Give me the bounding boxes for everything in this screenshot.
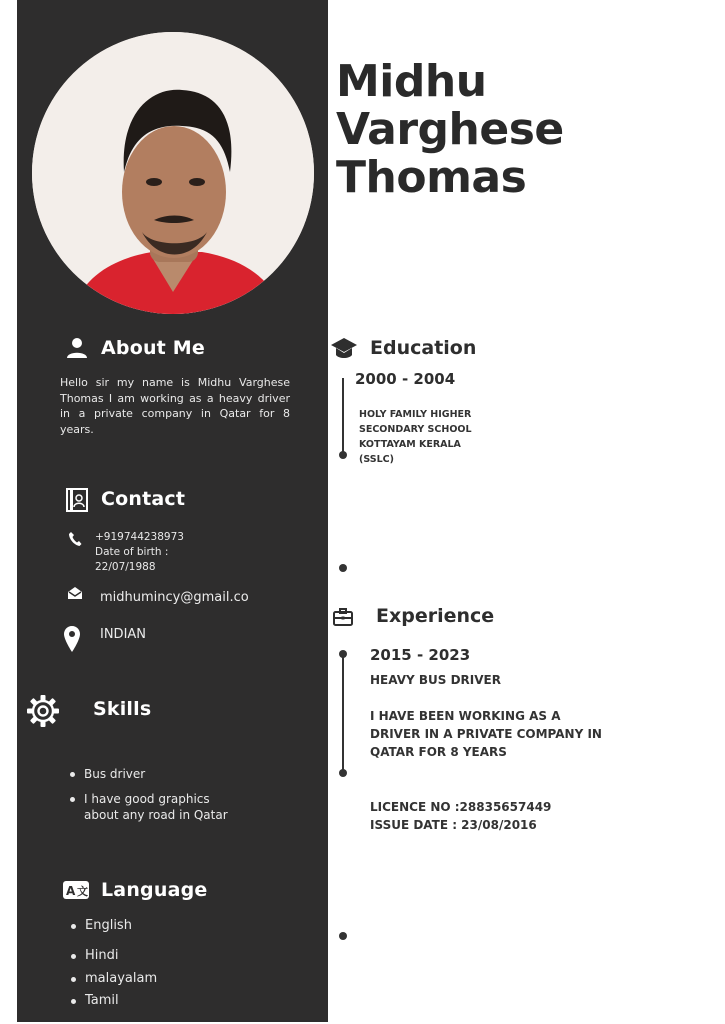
email-address[interactable]: midhumincy@gmail.co: [100, 590, 249, 605]
education-heading: Education: [370, 337, 477, 359]
graduation-cap-icon: [330, 337, 358, 365]
experience-timeline-line: [342, 652, 344, 772]
skill-item: I have good graphics about any road in Qatar: [68, 791, 228, 823]
phone-number[interactable]: +919744238973: [95, 531, 184, 543]
timeline-dot: [339, 564, 347, 572]
about-text: Hello sir my name is Midhu Varghese Thomas I am working as a heavy driver in a private company in Qatar for 8 years.: [60, 376, 290, 436]
education-timeline-dot: [339, 451, 347, 459]
name-line-last: Thomas: [336, 152, 527, 203]
language-heading: Language: [101, 879, 208, 901]
name-line-first: Midhu: [336, 56, 487, 107]
about-heading: About Me: [101, 337, 205, 359]
gear-icon: [26, 694, 60, 732]
education-school: HOLY FAMILY HIGHER SECONDARY SCHOOL KOTTAYAM KERALA (SSLC): [359, 409, 472, 465]
timeline-dot: [339, 932, 347, 940]
briefcase-icon: [333, 608, 353, 630]
language-item: Hindi: [69, 948, 157, 963]
contact-heading: Contact: [101, 488, 186, 510]
svg-text:A: A: [66, 884, 76, 898]
skill-item: Bus driver: [68, 766, 228, 782]
language-item: English: [69, 918, 157, 933]
licence-number: LICENCE NO :28835657449: [370, 800, 552, 814]
skills-list: [68, 766, 228, 823]
dob-value: 22/07/1988: [95, 561, 156, 573]
experience-timeline-dot-top: [339, 650, 347, 658]
experience-heading: Experience: [376, 605, 495, 627]
full-name: [336, 58, 564, 202]
contact-phone-block: [95, 530, 255, 575]
experience-title: HEAVY BUS DRIVER: [370, 673, 501, 687]
svg-text:文: 文: [77, 885, 88, 898]
person-icon: [66, 337, 88, 363]
education-years: 2000 - 2004: [355, 370, 456, 388]
language-item: Tamil: [69, 993, 157, 1008]
translate-icon: [63, 881, 89, 903]
nationality: INDIAN: [100, 627, 147, 642]
envelope-icon: [67, 585, 83, 604]
skills-heading: Skills: [93, 698, 152, 720]
experience-description: I HAVE BEEN WORKING AS A DRIVER IN A PRIVATE COMPANY IN QATAR FOR 8 YEARS: [370, 709, 602, 759]
language-item: malayalam: [69, 971, 157, 986]
education-timeline-line: [342, 378, 344, 454]
contact-card-icon: [66, 488, 88, 516]
experience-years: 2015 - 2023: [370, 646, 471, 664]
location-pin-icon: [63, 625, 81, 657]
name-line-middle: Varghese: [336, 104, 564, 155]
language-list: [69, 918, 157, 1008]
dob-label: Date of birth :: [95, 546, 169, 558]
phone-icon: [68, 531, 82, 551]
licence-issue-date: ISSUE DATE : 23/08/2016: [370, 818, 537, 832]
experience-timeline-dot-bottom: [339, 769, 347, 777]
profile-photo: [32, 32, 314, 314]
